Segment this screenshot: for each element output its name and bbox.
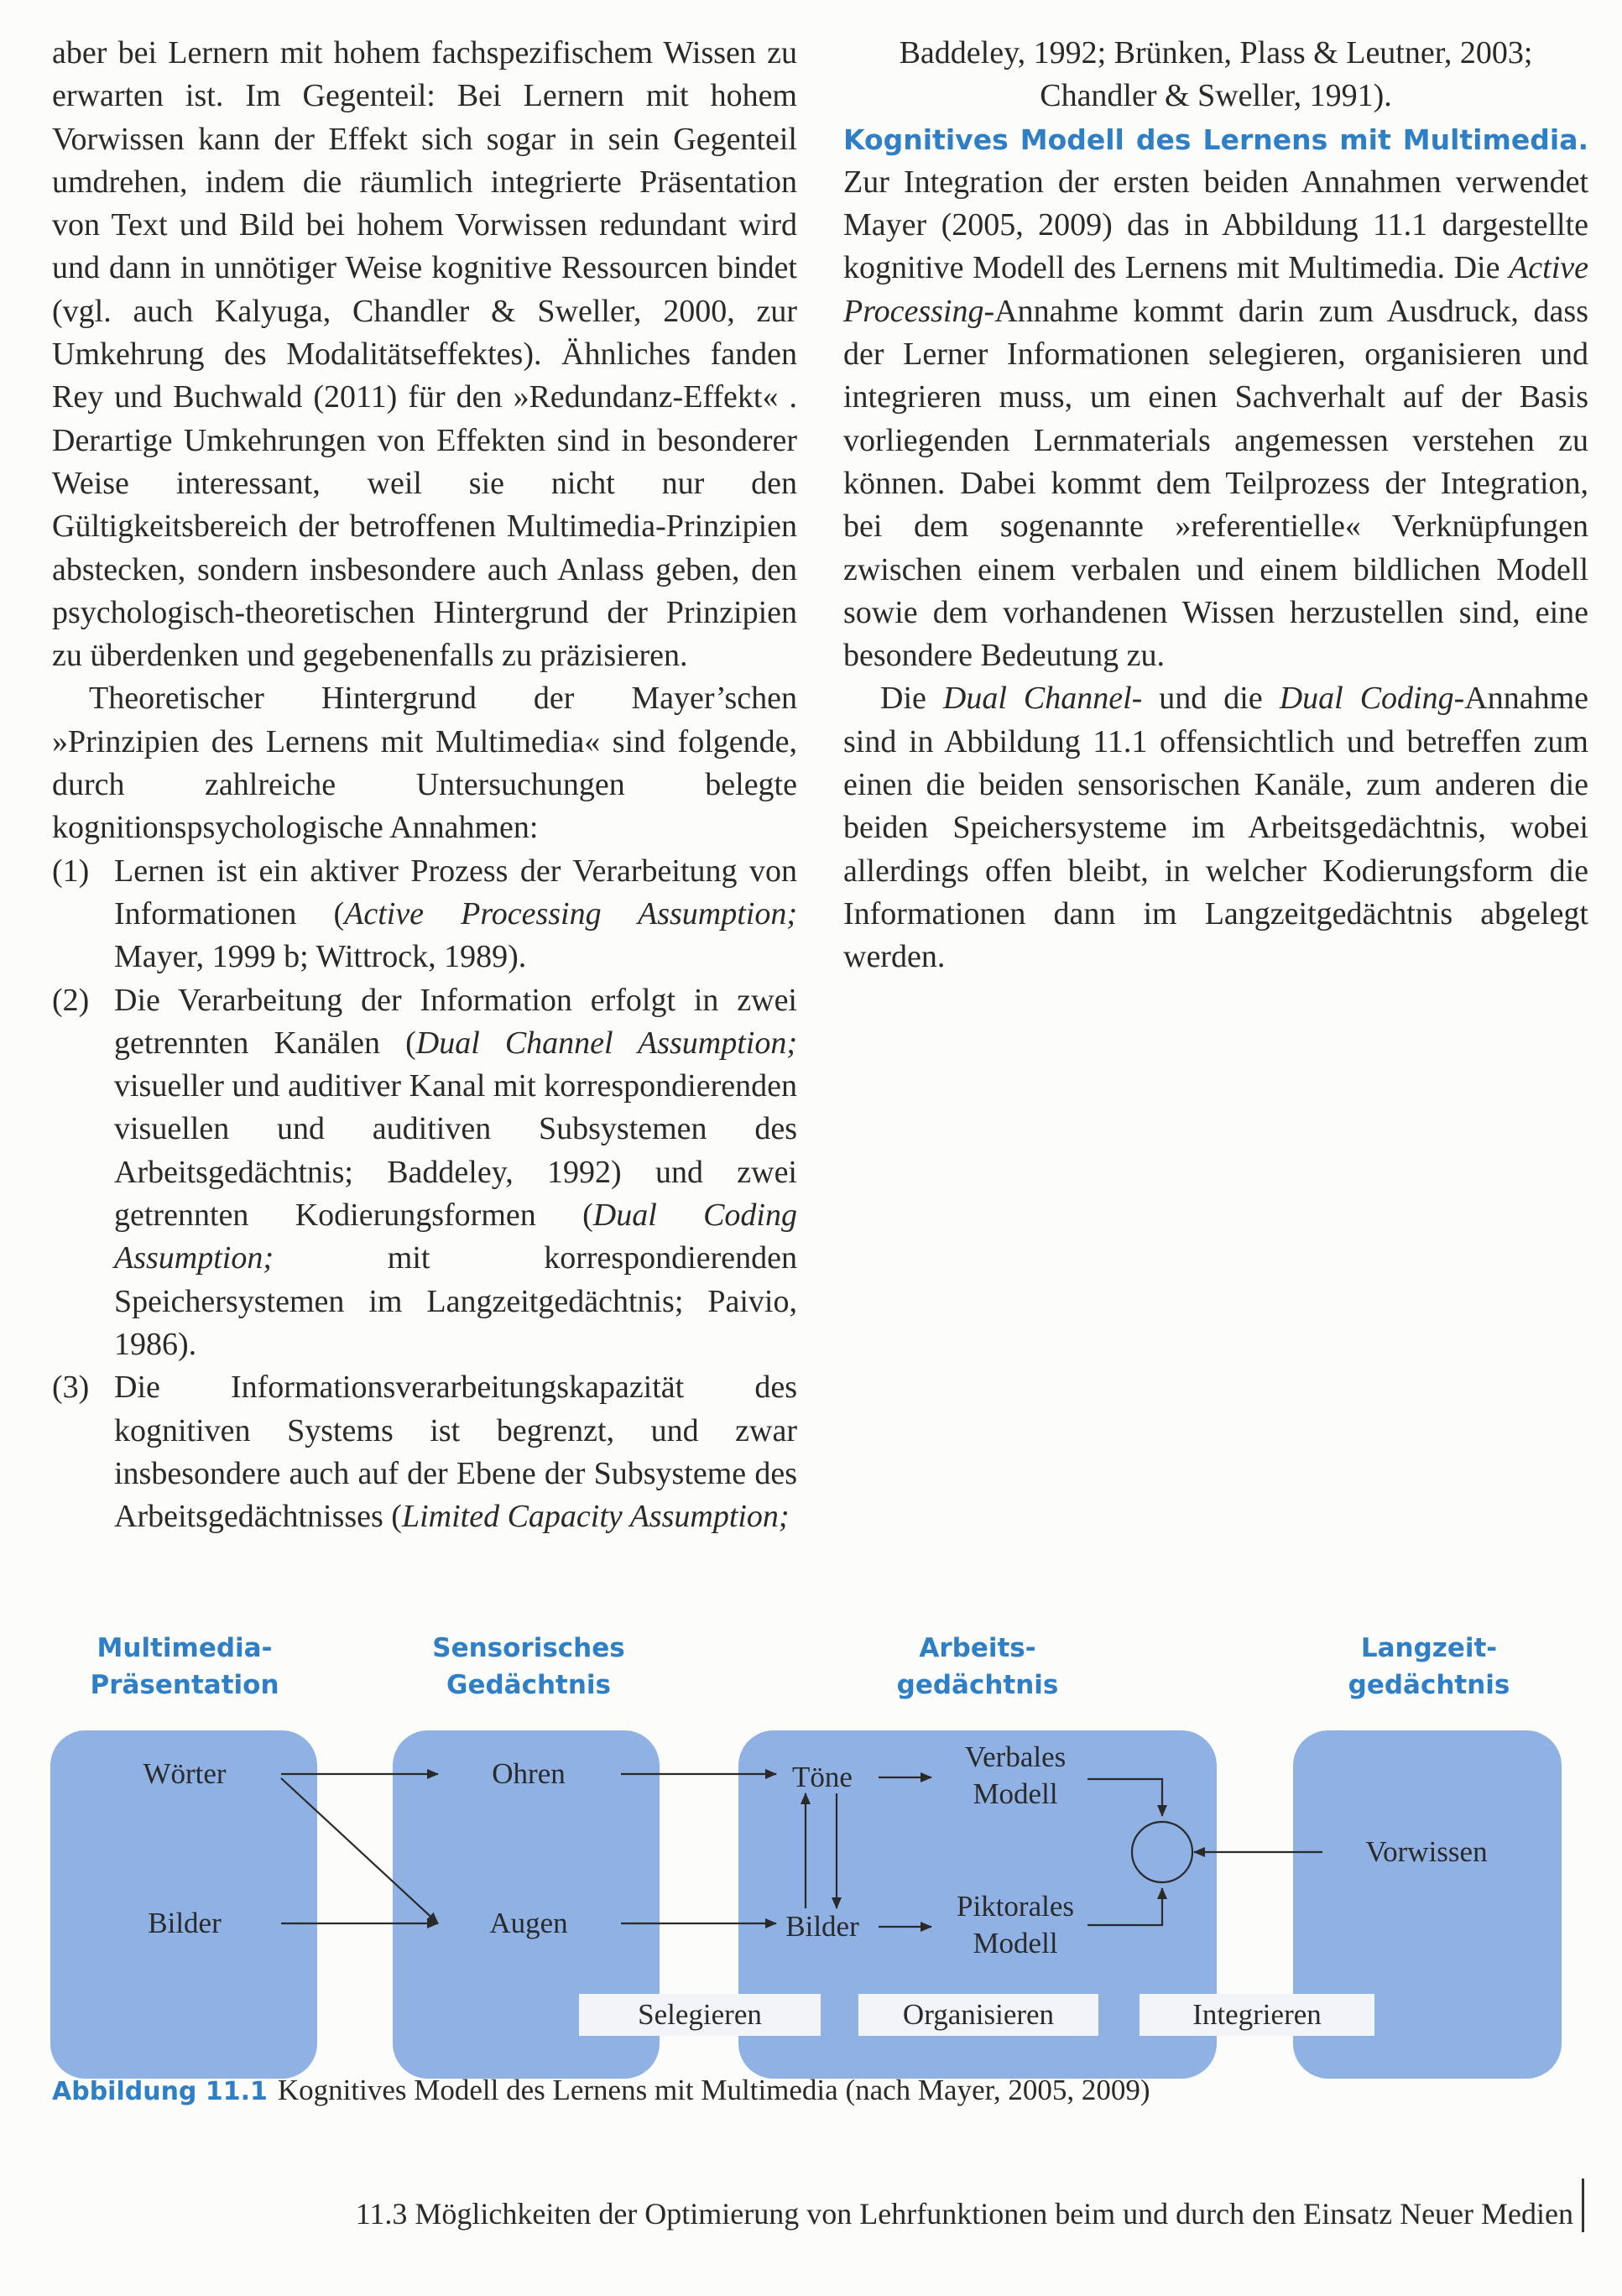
header-line: Arbeits- [919,1633,1036,1663]
header-line: Langzeit- [1360,1633,1498,1663]
left-paragraph-2: Theoretischer Hintergrund der Mayer’schen »Prinzipien des Lernens mit Multimedia« sind folgende, durch zahlreiche Untersuchungen belegte kognitionspsychologische Annahmen: [52,681,797,846]
node-vorwissen: Vorwissen [1365,1835,1488,1868]
stage-organisieren: Organisieren [858,1994,1098,2036]
assumption-item-1 [52,850,797,979]
stage-integrieren: Integrieren [1140,1994,1374,2036]
header-line: gedächtnis [1348,1670,1510,1700]
item-text: visueller und auditiver Kanal mit korrespondierenden visuellen und auditiven Subsystemen des Arbeitsgedächtnis; Baddeley, 1992) und zwei getrennten Kodierungsformen ( [114,1068,797,1234]
item-text: Lernen ist ein aktiver Prozess der Verarbeitung von Informationen ( [114,853,797,931]
paragraph-emphasis: Dual Coding [1279,681,1454,717]
node-toene: Töne [792,1761,853,1793]
header-line: Gedächtnis [446,1670,611,1700]
item-text: Die Informationsverarbeitungskapazität des kognitiven Systems ist begrenzt, und zwar insbesondere auch auf der Ebene der Subsysteme des Arbeitsgedächtnisses ( [114,1370,797,1535]
right-paragraph-2 [843,677,1588,978]
left-column [52,32,797,1538]
header-line: Präsentation [90,1670,279,1700]
item-emphasis: Dual Coding Assumption; [114,1198,797,1276]
paragraph-emphasis: Dual Channel [942,681,1132,717]
paragraph-text: Die [880,681,943,717]
right-column [843,32,1588,979]
node-ohren: Ohren [492,1757,566,1790]
section-heading: Kognitives Modell des Lernens mit Multimedia. [843,123,1588,156]
item-number: (3) [52,1370,90,1406]
left-paragraph-1: aber bei Lernern mit hohem fachspezifischem Wissen zu erwarten ist. Im Gegenteil: Bei Lernern mit hohem Vorwissen kann der Effekt sich sogar in sein Gegenteil umdrehen, indem die räumlich integrierte Präsentation von Text und Bild bei hohem Vorwissen redundant wird und dann in unnötiger Weise kognitive Ressourcen bindet (vgl. auch Kalyuga, Chandler & Sweller, 2000, zur Umkehrung des Modalitätseffektes). Ähnliches fanden Rey und Buchwald (2011) für den »Redundanz-Effekt« . Derartige Umkehrungen von Effekten sind in besonderer Weise interessant, weil sie nicht nur den Gültigkeitsbereich der betroffenen Multimedia-Prinzipien abstecken, sondern insbesondere auch Anlass geben, den psychologisch-theoretischen Hintergrund der Prinzipien zu überdenken und gegebenenfalls zu präzisieren. [52,35,797,674]
caption-label: Abbildung 11.1 [52,2077,268,2106]
node-line: Modell [973,1777,1058,1810]
header-line: Sensorisches [432,1633,625,1663]
item-emphasis: Active Processing Assumption; [344,895,797,931]
caption-text: Kognitives Modell des Lernens mit Multimedia (nach Mayer, 2005, 2009) [277,2074,1150,2106]
arrow-piktoral-integration [1087,1888,1162,1925]
citation-continuation: Baddeley, 1992; Brünken, Plass & Leutner, 2003; Chandler & Sweller, 1991). [899,35,1533,114]
paragraph-emphasis: Active Processing [843,250,1588,329]
node-line: Verbales [964,1740,1067,1773]
item-number: (1) [52,853,90,889]
item-text: mit korrespondierenden Speichersystemen im Langzeitgedächtnis; Paivio, 1986). [114,1240,797,1362]
figure-caption [52,2069,1150,2113]
item-number: (2) [52,982,90,1018]
arrow-woerter-augen [281,1778,438,1923]
node-verbales-modell [940,1739,1091,1813]
arrow-verbal-integration [1087,1779,1162,1816]
running-footer: 11.3 Möglichkeiten der Optimierung von Lehrfunktionen beim und durch den Einsatz Neuer Medien [355,2197,1573,2231]
paragraph-text: - und die [1131,681,1280,717]
paragraph-text: Zur Integration der ersten beiden Annahmen verwendet Mayer (2005, 2009) das in Abbildung 11.1 dargestellte kognitive Modell des Lernens mit Multimedia. Die [843,164,1588,286]
node-augen: Augen [489,1907,568,1939]
item-text: Mayer, 1999 b; Wittrock, 1989). [114,939,527,975]
node-line: Piktorales [957,1890,1074,1923]
item-emphasis: Dual Channel Assumption; [415,1025,797,1061]
header-line: Multimedia- [96,1633,273,1663]
item-emphasis: Limited Capacity Assumption; [401,1499,790,1535]
node-bilder-wm: Bilder [785,1910,859,1943]
node-bilder-input: Bilder [148,1907,222,1939]
node-line: Modell [973,1927,1058,1959]
assumptions-list [52,850,797,1539]
assumption-item-3 [52,1366,797,1538]
node-piktorales-modell [940,1888,1091,1962]
integration-node [1132,1822,1192,1882]
paragraph-text: -Annahme kommt darin zum Ausdruck, dass der Lerner Informationen selegieren, organisieren und integrieren muss, um einen Sachverhalt auf der Basis vorliegenden Lernmaterials angemessen verstehen zu können. Dabei kommt dem Teilprozess der Integration, bei dem sogenannte »referentielle« Verknüpfungen zwischen einem verbalen und einem bildlichen Modell sowie dem vorhandenen Wissen herzustellen sind, eine besondere Bedeutung zu. [843,293,1588,674]
assumption-item-2 [52,979,797,1367]
footer-rule [1582,2179,1584,2232]
item-text: Die Verarbeitung der Information erfolgt in zwei getrennten Kanälen ( [114,982,797,1061]
header-line: gedächtnis [896,1670,1059,1700]
stage-selegieren: Selegieren [579,1994,821,2036]
paragraph-text: -Annahme sind in Abbildung 11.1 offensichtlich und betreffen zum einen die beiden sensorischen Kanäle, zum anderen die beiden Speichersysteme im Arbeitsgedächtnis, wobei allerdings offen bleibt, in welcher Kodierungsform die Informationen dann im Langzeitgedächtnis abgelegt werden. [843,681,1588,975]
node-woerter: Wörter [143,1757,227,1790]
right-paragraph-1 [843,118,1588,678]
